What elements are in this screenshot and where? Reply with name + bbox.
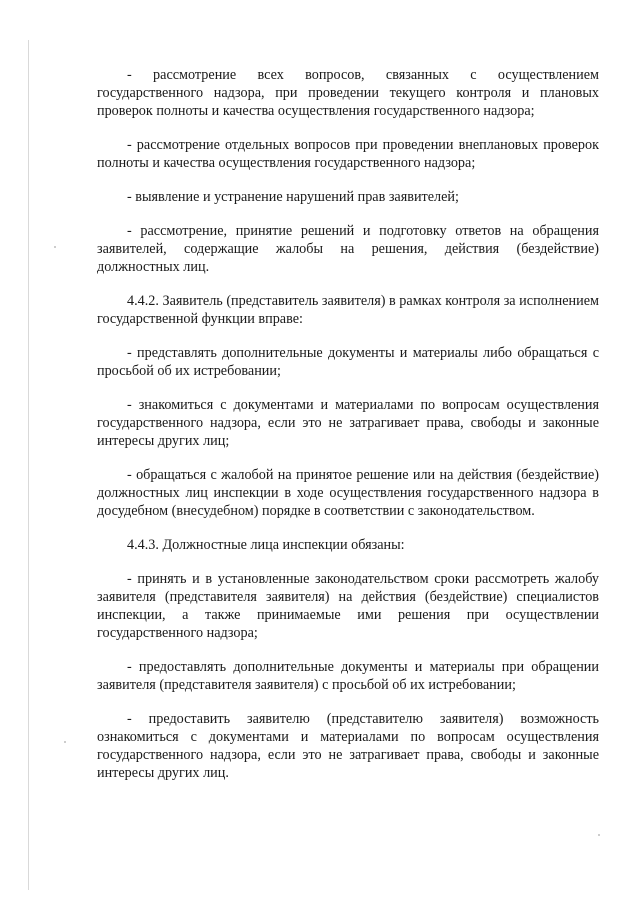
scan-speck [64, 741, 66, 743]
paragraph-review-documents: - знакомиться с документами и материалами по вопросам осуществления государственного надзора, если это не затрагивает права, свободы и законные интересы других лиц; [97, 397, 599, 449]
paragraph-detect-violations: - выявление и устранение нарушений прав заявителей; [127, 189, 459, 205]
scan-speck [54, 246, 56, 248]
section-4-4-2-heading: 4.4.2. Заявитель (представитель заявителя) в рамках контроля за исполнением государственной функции вправе: [97, 293, 599, 327]
paragraph-consider-all-questions: - рассмотрение всех вопросов, связанных с осуществлением государственного надзора, при проведении текущего контроля и плановых проверок полноты и качества осуществления государственного надзора; [97, 67, 599, 119]
paragraph-consider-complaints: - рассмотрение, принятие решений и подготовку ответов на обращения заявителей, содержащие жалобы на решения, действия (бездействие) должностных лиц. [97, 223, 599, 275]
scan-speck [598, 834, 600, 836]
document-page [97, 66, 599, 798]
section-4-4-3-heading: 4.4.3. Должностные лица инспекции обязаны: [127, 537, 405, 553]
paragraph-file-complaint: - обращаться с жалобой на принятое решение или на действия (бездействие) должностных лиц инспекции в ходе осуществления государственного надзора в досудебном (внесудебном) порядке в соответствии с законодательством. [97, 467, 599, 519]
scan-margin-line [28, 40, 29, 890]
paragraph-provide-documents: - предоставлять дополнительные документы и материалы при обращении заявителя (представителя заявителя) с просьбой об их истребовании; [97, 659, 599, 693]
paragraph-provide-access: - предоставить заявителю (представителю заявителя) возможность ознакомиться с документами и материалами по вопросам осуществления государственного надзора, если это не затрагивает права, свободы и законные интересы других лиц. [97, 711, 599, 781]
paragraph-consider-separate-questions: - рассмотрение отдельных вопросов при проведении внеплановых проверок полноты и качества осуществления государственного надзора; [97, 137, 599, 171]
paragraph-accept-complaint: - принять и в установленные законодательством сроки рассмотреть жалобу заявителя (представителя заявителя) на действия (бездействие) специалистов инспекции, а также принимаемые ими решения при осуществлении государственного надзора; [97, 571, 599, 641]
paragraph-submit-documents: - представлять дополнительные документы и материалы либо обращаться с просьбой об их истребовании; [97, 345, 599, 379]
